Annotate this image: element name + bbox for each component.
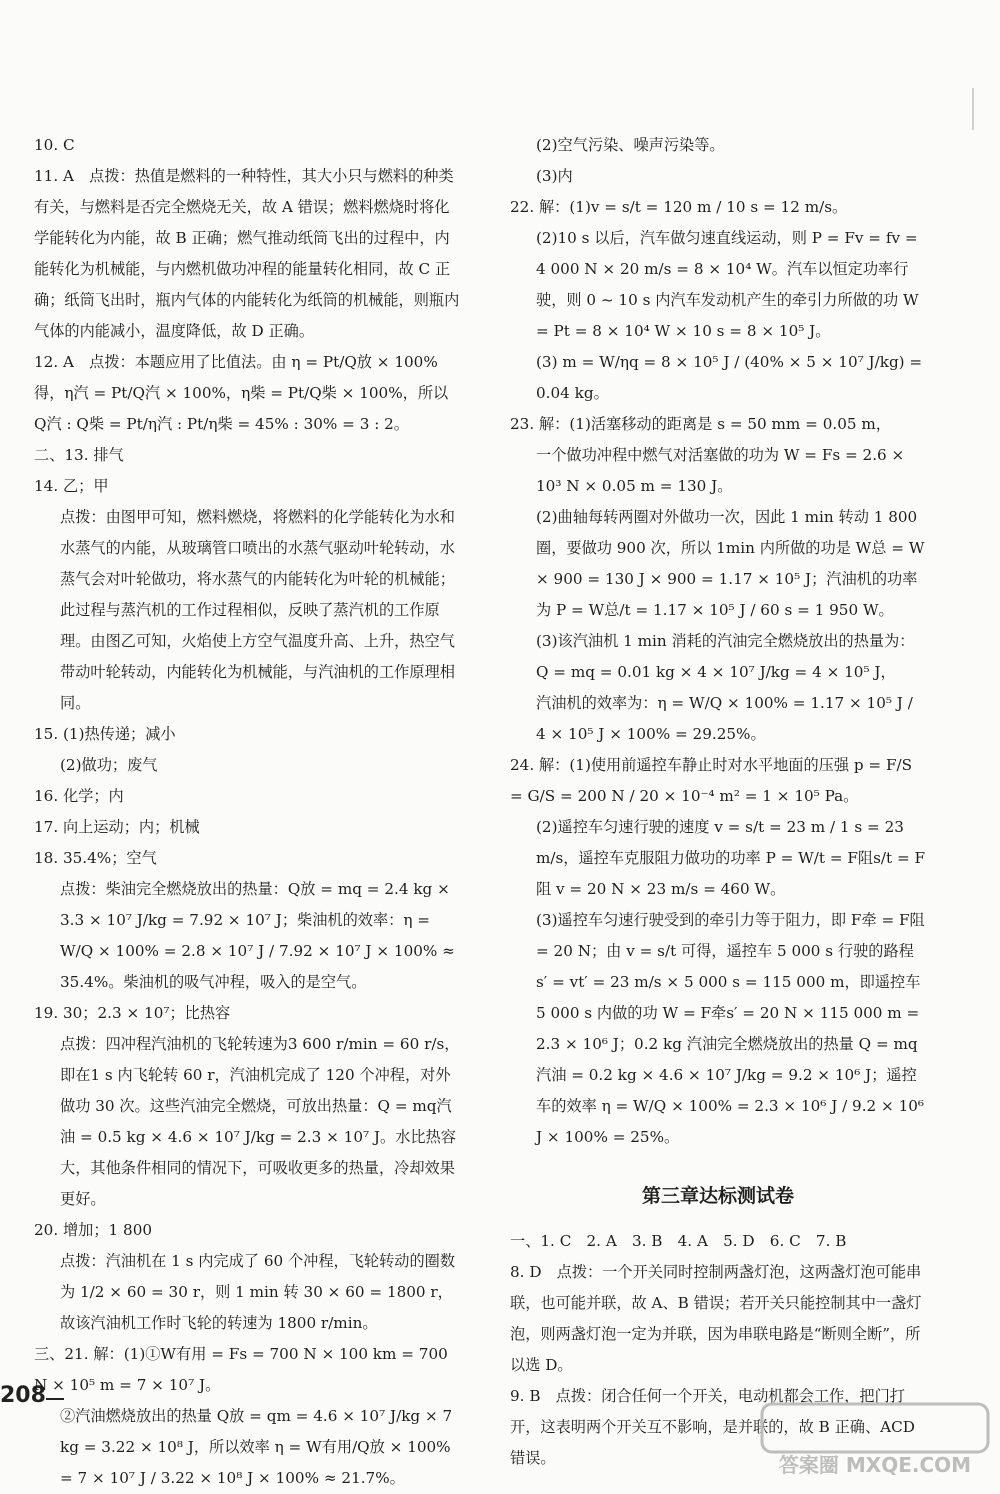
page-number: 208 xyxy=(0,1383,46,1408)
answer-14: 14. 乙；甲 xyxy=(34,477,109,495)
answer-23: 23. 解：(1)活塞移动的距离是 s = 50 mm = 0.05 m， xyxy=(510,415,891,433)
answer-19-hint: 点拨：四冲程汽油机的飞轮转速为3 600 r/min = 60 r/s，即在1 s 内飞轮转 60 r，汽油机完成了 120 个冲程，对外做功 30 次。这些汽油完全燃烧，可放出热量：Q = mq汽油 = 0.5 kg × 4.6 × 10⁷ J/kg = 2.3 × 10⁷ J。水比热容大，其他条件相同的情况下，可吸收更多的热量，冷却效果更好。 xyxy=(60,1035,460,1208)
answer-21-part2: ②汽油燃烧放出的热量 Q放 = qm = 4.6 × 10⁷ J/kg × 7 kg = 3.22 × 10⁸ J，所以效率 η = W有用/Q放 × 100% = 7 × 10⁷ J / 3.22 × 10⁸ J × 100% ≈ 21.7%。 xyxy=(60,1407,453,1487)
chapter-answer-9: 9. B 点拨：闭合任何一个开关，电动机都会工作，把门打开，这表明两个开关互不影响，是并联的，故 B 正确、ACD 错误。 xyxy=(510,1387,915,1467)
answer-12: 12. A 点拨：本题应用了比值法。由 η = Pt/Q放 × 100% 得，η汽 = Pt/Q汽 × 100%，η柴 = Pt/Q柴 × 100%，所以 Q汽 : Q柴 = Pt/η汽 : Pt/η柴 = 45% : 30% = 3 : 2。 xyxy=(34,353,449,433)
answer-18-hint: 点拨：柴油完全燃烧放出的热量：Q放 = mq = 2.4 kg × 3.3 × 10⁷ J/kg = 7.92 × 10⁷ J；柴油机的效率：η = W/Q × 100% = 2.8 × 10⁷ J / 7.92 × 10⁷ J × 100% ≈ 35.4%。柴油机的吸气冲程，吸入的是空气。 xyxy=(60,880,455,991)
answer-19: 19. 30；2.3 × 10⁷；比热容 xyxy=(34,1004,231,1022)
answer-21-part3: (3)内 xyxy=(536,167,573,185)
answer-16: 16. 化学；内 xyxy=(34,787,124,805)
answer-11: 11. A 点拨：热值是燃料的一种特性，其大小只与燃料的种类有关，与燃料是否完全燃烧无关，故 A 错误；燃料燃烧时将化学能转化为内能，故 B 正确；燃气推动纸筒飞出的过程中，内能转化为机械能，与内燃机做功冲程的能量转化相同，故 C 正确；纸筒飞出时，瓶内气体的内能转化为纸筒的机械能，则瓶内气体的内能减小，温度降低，故 D 正确。 xyxy=(34,167,460,340)
answer-24-part3: (3)遥控车匀速行驶受到的牵引力等于阻力，即 F牵 = F阻 = 20 N；由 v = s/t 可得，遥控车 5 000 s 行驶的路程 s′ = vt′ = 23 m/s × 5 000 s = 115 000 m，即遥控车 5 000 s 内做的功 W = F牵s′ = 20 N × 115 000 m = 2.3 × 10⁶ J；0.2 kg 汽油完全燃烧放出的热量 Q = mq汽油 = 0.2 kg × 4.6 × 10⁷ J/kg = 9.2 × 10⁶ J；遥控车的效率 η = W/Q × 100% = 2.3 × 10⁶ J / 9.2 × 10⁶ J × 100% = 25%。 xyxy=(536,911,925,1146)
answer-23-part2: (2)曲轴每转两圈对外做功一次，因此 1 min 转动 1 800 圈，要做功 900 次，所以 1min 内所做的功是 W总 = W × 900 = 130 J × 900 = 1.17 × 10⁵ J；汽油机的功率为 P = W总/t = 1.17 × 10⁵ J / 60 s = 1 950 W。 xyxy=(536,508,925,619)
watermark-text: 答案圈 MXQE.COM xyxy=(778,1453,972,1477)
answer-23-part3: (3)该汽油机 1 min 消耗的汽油完全燃烧放出的热量为：Q = mq = 0.01 kg × 4 × 10⁷ J/kg = 4 × 10⁵ J， xyxy=(536,632,915,681)
chapter-title: 第三章达标测试卷 xyxy=(641,1185,794,1207)
answer-17: 17. 向上运动；内；机械 xyxy=(34,818,200,836)
answer-21-part2b: (2)空气污染、噪声污染等。 xyxy=(536,136,725,154)
answer-24-part2: (2)遥控车匀速行驶的速度 v = s/t = 23 m / 1 s = 23 m/s，遥控车克服阻力做功的功率 P = W/t = F阻s/t = F阻 v = 20 N × 23 m/s = 460 W。 xyxy=(536,818,926,898)
left-column xyxy=(34,130,464,1494)
chapter-answer-8: 8. D 点拨：一个开关同时控制两盏灯泡，这两盏灯泡可能串联，也可能并联，故 A、B 错误；若开关只能控制其中一盏灯泡，则两盏灯泡一定为并联，因为串联电路是“断则全断”，所以选 D。 xyxy=(510,1263,922,1374)
answer-13: 二、13. 排气 xyxy=(34,446,124,464)
answer-22-part3: (3) m = W/ηq = 8 × 10⁵ J / (40% × 5 × 10⁷ J/kg) = 0.04 kg。 xyxy=(536,353,923,402)
page-number-rule xyxy=(46,1398,64,1400)
answer-15-part2: (2)做功；废气 xyxy=(60,756,158,774)
answer-18: 18. 35.4%；空气 xyxy=(34,849,157,867)
answer-22: 22. 解：(1)v = s/t = 120 m / 10 s = 12 m/s。 xyxy=(510,198,848,216)
answer-21: 三、21. 解：(1)①W有用 = Fs = 700 N × 100 km = 700 N × 10⁵ m = 7 × 10⁷ J。 xyxy=(34,1345,448,1394)
answer-20: 20. 增加；1 800 xyxy=(34,1221,153,1239)
answer-23-efficiency: 汽油机的效率为：η = W/Q × 100% = 1.17 × 10⁵ J / 4 × 10⁵ J × 100% = 29.25%。 xyxy=(536,694,913,743)
answer-14-hint: 点拨：由图甲可知，燃料燃烧，将燃料的化学能转化为水和水蒸气的内能，从玻璃管口喷出的水蒸气驱动叶轮转动，水蒸气会对叶轮做功，将水蒸气的内能转化为叶轮的机械能；此过程与蒸汽机的工作过程相似，反映了蒸汽机的工作原理。由图乙可知，火焰使上方空气温度升高、上升，热空气带动叶轮转动，内能转化为机械能，与汽油机的工作原理相同。 xyxy=(60,508,455,712)
answer-23-work: 一个做功冲程中燃气对活塞做的功为 W = Fs = 2.6 × 10³ N × 0.05 m = 130 J。 xyxy=(536,446,905,495)
answer-22-part2: (2)10 s 以后，汽车做匀速直线运动，则 P = Fv = fv = 4 000 N × 20 m/s = 8 × 10⁴ W。汽车以恒定功率行驶，则 0 ~ 10 s 内汽车发动机产生的牵引力所做的功 W = Pt = 8 × 10⁴ W × 10 s = 8 × 10⁵ J。 xyxy=(536,229,919,340)
answer-10: 10. C xyxy=(34,136,75,154)
answer-15: 15. (1)热传递；减小 xyxy=(34,725,176,743)
answer-20-hint: 点拨：汽油机在 1 s 内完成了 60 个冲程，飞轮转动的圈数为 1/2 × 60 = 30 r，则 1 min 转 30 × 60 = 1800 r，故该汽油机工作时飞轮的转速为 1800 r/min。 xyxy=(60,1252,456,1332)
answer-24: 24. 解：(1)使用前遥控车静止时对水平地面的压强 p = F/S = G/S = 200 N / 20 × 10⁻⁴ m² = 1 × 10⁵ Pa。 xyxy=(510,756,913,805)
right-column xyxy=(510,130,926,1474)
page-edge-mark xyxy=(972,88,974,130)
chapter-answer-1-7: 一、1. C 2. A 3. B 4. A 5. D 6. C 7. B xyxy=(510,1232,847,1250)
watermark-logo xyxy=(760,1400,990,1480)
